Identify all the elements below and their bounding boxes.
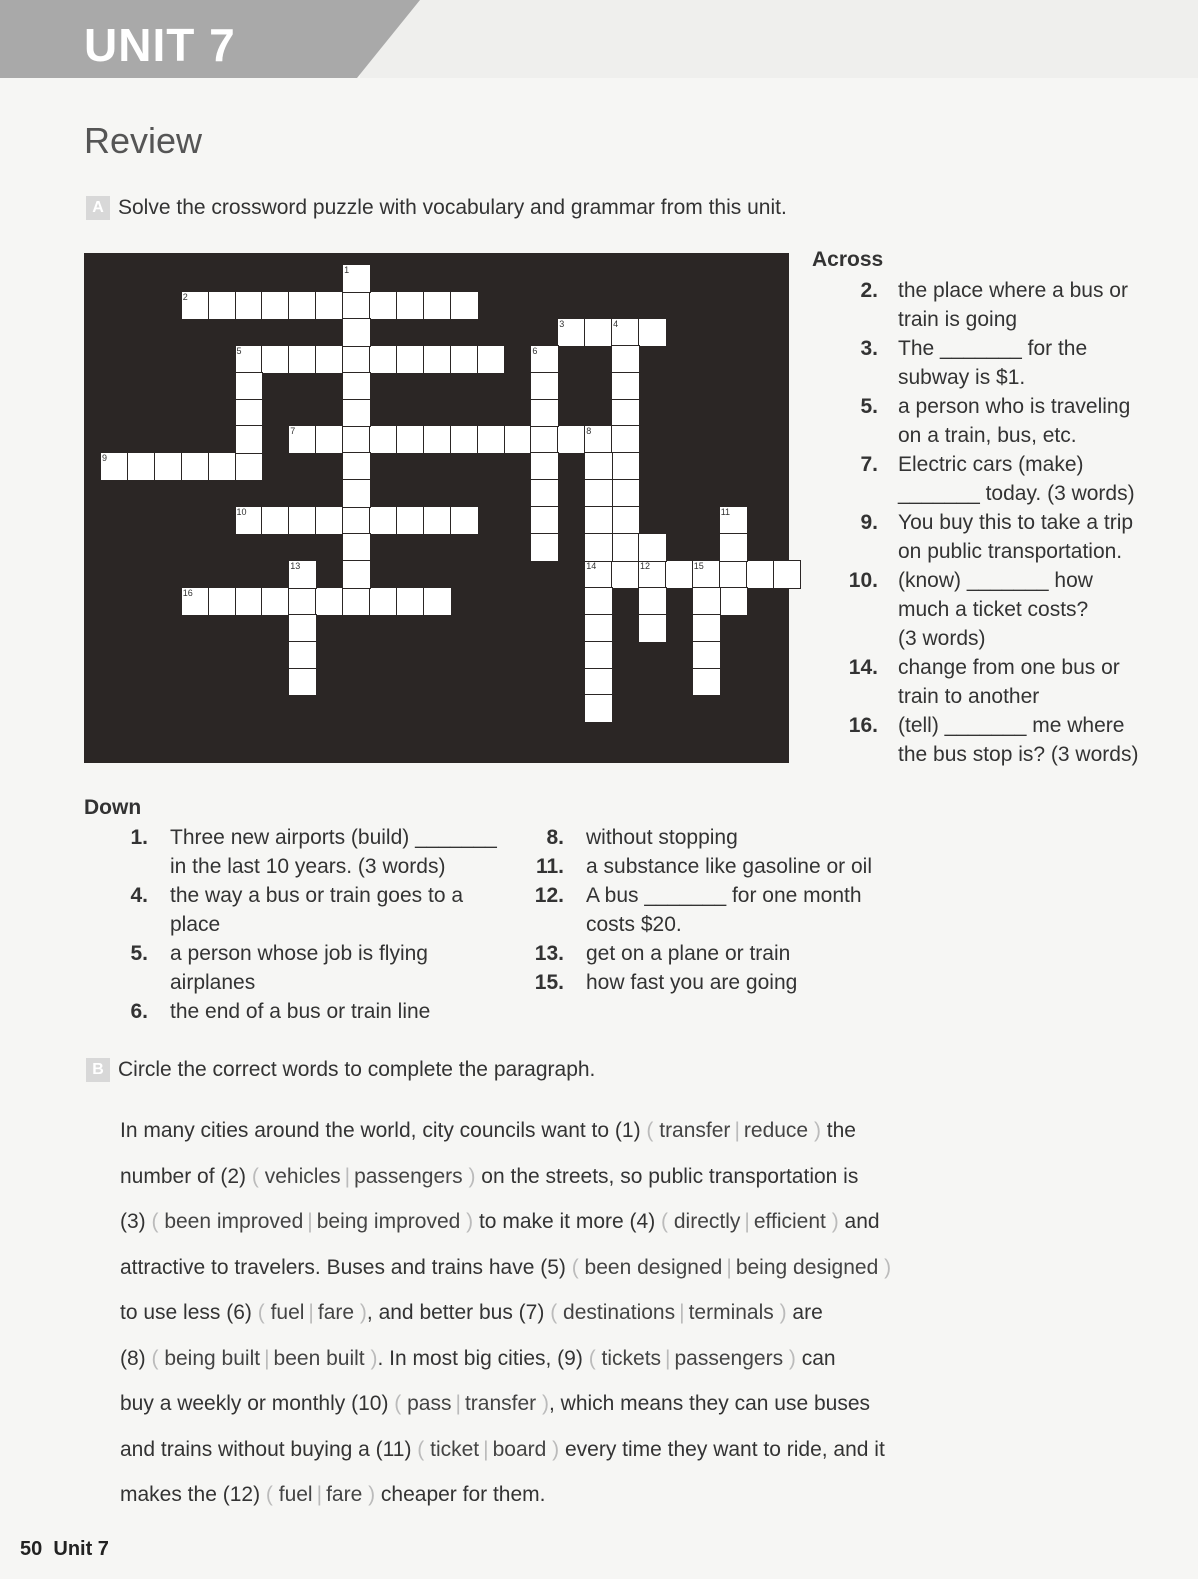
crossword-cell[interactable] xyxy=(209,453,236,480)
crossword-cell[interactable] xyxy=(316,426,343,453)
crossword-cell[interactable] xyxy=(558,319,585,346)
choice-option[interactable]: been built xyxy=(273,1346,365,1370)
clue-item xyxy=(112,997,532,1026)
crossword-cell[interactable] xyxy=(585,561,612,588)
clue-text: You buy this to take a trip on public transportation. xyxy=(898,511,1134,563)
crossword-cell[interactable] xyxy=(370,426,397,453)
crossword-cell[interactable] xyxy=(289,426,316,453)
choice-option[interactable]: passengers xyxy=(354,1164,463,1188)
paragraph-text: can xyxy=(795,1346,836,1370)
page-footer xyxy=(20,1538,109,1561)
crossword-cell[interactable] xyxy=(289,615,316,642)
crossword-cell[interactable] xyxy=(531,400,558,427)
paragraph-line xyxy=(120,1154,920,1200)
page-number: 50 xyxy=(20,1538,43,1560)
choice-option[interactable]: terminals xyxy=(688,1301,774,1324)
paragraph-text: cheaper for them. xyxy=(375,1483,546,1506)
clue-item xyxy=(840,276,1160,334)
crossword-cell[interactable] xyxy=(236,373,263,400)
down-clues-left xyxy=(112,823,532,1026)
paragraph-text: are xyxy=(786,1301,823,1324)
choice-option[interactable]: destinations xyxy=(563,1301,676,1324)
crossword-cell[interactable] xyxy=(693,561,720,588)
choice-option[interactable]: transfer xyxy=(659,1119,731,1142)
crossword-cell-number: 9 xyxy=(102,453,108,464)
crossword-cell[interactable] xyxy=(478,346,505,373)
paragraph-line xyxy=(120,1245,920,1291)
clue-text: a person whose job is flying airplanes xyxy=(170,942,428,994)
choice-option[interactable]: being built xyxy=(164,1346,261,1370)
clue-item xyxy=(520,852,940,881)
clue-text: A bus _______ for one month costs $20. xyxy=(586,884,862,936)
clue-number: 8. xyxy=(546,826,564,849)
crossword-cell[interactable] xyxy=(531,480,558,507)
crossword-cell[interactable] xyxy=(397,588,424,615)
crossword-cell[interactable] xyxy=(289,346,316,373)
crossword-cell[interactable] xyxy=(316,507,343,534)
choice-close-paren: ) xyxy=(783,1346,796,1370)
choice-close-paren: ) xyxy=(462,1164,476,1188)
choice-close-paren: ) xyxy=(825,1210,839,1233)
crossword-cell[interactable] xyxy=(451,426,478,453)
crossword-cell[interactable] xyxy=(343,453,370,480)
choice-option[interactable]: been improved xyxy=(164,1210,304,1233)
choice-close-paren: ) xyxy=(536,1392,549,1415)
paragraph-text: number of (2) xyxy=(120,1164,252,1188)
clue-number: 2. xyxy=(860,279,878,302)
choice-option[interactable]: board xyxy=(492,1437,547,1461)
choice-divider: | xyxy=(726,1255,732,1279)
crossword-cell[interactable] xyxy=(289,561,316,588)
choice-divider: | xyxy=(264,1346,270,1370)
crossword-cell[interactable] xyxy=(289,292,316,319)
crossword-cell[interactable] xyxy=(236,453,263,480)
paragraph-text: , which means they can use buses xyxy=(548,1392,870,1415)
crossword-cell[interactable] xyxy=(316,292,343,319)
crossword-cell[interactable] xyxy=(289,507,316,534)
crossword-cell[interactable] xyxy=(451,346,478,373)
crossword-cell[interactable] xyxy=(397,426,424,453)
crossword-cell[interactable] xyxy=(585,480,612,507)
crossword-cell-number: 15 xyxy=(693,560,704,571)
crossword-cell[interactable] xyxy=(343,265,370,292)
crossword-cell[interactable] xyxy=(289,642,316,669)
exercise-a-instruction xyxy=(86,196,787,220)
crossword-cell[interactable] xyxy=(693,669,720,696)
crossword-cell[interactable] xyxy=(236,292,263,319)
choice-divider: | xyxy=(744,1210,750,1233)
choice-open-paren: ( xyxy=(151,1346,165,1370)
crossword-cell[interactable] xyxy=(585,695,612,722)
clue-item xyxy=(520,939,940,968)
choice-divider: | xyxy=(734,1119,740,1142)
choice-option[interactable]: been designed xyxy=(584,1255,723,1279)
exercise-b-paragraph xyxy=(120,1108,920,1518)
paragraph-text: to make it more (4) xyxy=(473,1210,662,1233)
crossword-cell[interactable] xyxy=(693,642,720,669)
choice-divider: | xyxy=(308,1301,314,1324)
crossword-cell[interactable] xyxy=(343,292,370,319)
choice-option[interactable]: being designed xyxy=(735,1255,879,1279)
crossword-cell[interactable] xyxy=(451,292,478,319)
clue-item xyxy=(840,653,1160,711)
choice-open-paren: ( xyxy=(265,1483,279,1506)
clue-item xyxy=(840,566,1160,653)
paragraph-line xyxy=(120,1336,920,1382)
paragraph-text: . In most big cities, (9) xyxy=(377,1346,589,1370)
crossword-cell[interactable] xyxy=(316,588,343,615)
choice-close-paren: ) xyxy=(878,1255,892,1279)
crossword-cell[interactable] xyxy=(424,588,451,615)
choice-option[interactable]: vehicles xyxy=(264,1164,341,1188)
crossword-cell[interactable] xyxy=(639,319,666,346)
choice-close-paren: ) xyxy=(546,1437,560,1461)
choice-open-paren: ( xyxy=(257,1301,271,1324)
clue-item xyxy=(840,334,1160,392)
crossword-cell[interactable] xyxy=(397,507,424,534)
crossword-cell[interactable] xyxy=(343,426,370,453)
crossword-cell[interactable] xyxy=(693,615,720,642)
crossword-cell[interactable] xyxy=(343,319,370,346)
choice-close-paren: ) xyxy=(460,1210,474,1233)
crossword-cell[interactable] xyxy=(262,346,289,373)
choice-option[interactable]: tickets xyxy=(601,1346,662,1370)
crossword-cell[interactable] xyxy=(720,588,747,615)
crossword-cell[interactable] xyxy=(639,561,666,588)
choice-option[interactable]: ticket xyxy=(430,1437,480,1461)
clue-number: 15. xyxy=(534,971,564,994)
clue-number: 6. xyxy=(130,1000,148,1023)
crossword-cell[interactable] xyxy=(531,534,558,561)
clue-item xyxy=(840,711,1160,769)
clue-text: the end of a bus or train line xyxy=(170,1000,431,1023)
paragraph-text: In many cities around the world, city councils want to (1) xyxy=(120,1119,647,1142)
crossword-cell[interactable] xyxy=(343,480,370,507)
crossword-cell[interactable] xyxy=(612,346,639,373)
choice-divider: | xyxy=(307,1210,313,1233)
crossword-cell[interactable] xyxy=(182,588,209,615)
paragraph-text: buy a weekly or monthly (10) xyxy=(120,1392,395,1415)
crossword-cell-number: 12 xyxy=(640,560,651,571)
crossword-cell[interactable] xyxy=(343,373,370,400)
choice-divider: | xyxy=(316,1483,323,1506)
clue-number: 11. xyxy=(535,855,564,878)
choice-option[interactable]: pass xyxy=(407,1392,452,1415)
crossword-cell[interactable] xyxy=(128,453,155,480)
choice-open-paren: ( xyxy=(151,1210,165,1233)
choice-open-paren: ( xyxy=(661,1210,674,1233)
choice-close-paren: ) xyxy=(773,1301,787,1324)
paragraph-text: (3) xyxy=(120,1210,152,1233)
paragraph-text: to use less (6) xyxy=(120,1301,258,1324)
paragraph-text: (8) xyxy=(120,1346,152,1370)
choice-open-paren: ( xyxy=(550,1301,564,1324)
crossword-cell[interactable] xyxy=(585,615,612,642)
clue-text: The _______ for the subway is $1. xyxy=(898,337,1088,389)
paragraph-line xyxy=(120,1472,920,1518)
choice-option[interactable]: reduce xyxy=(743,1119,809,1142)
crossword-cell-number: 8 xyxy=(586,426,592,437)
crossword-cell[interactable] xyxy=(451,507,478,534)
choice-divider: | xyxy=(665,1346,671,1370)
crossword-cell-number: 16 xyxy=(182,587,193,598)
paragraph-text: , and better bus (7) xyxy=(366,1301,551,1324)
crossword-cell[interactable] xyxy=(720,561,747,588)
choice-open-paren: ( xyxy=(394,1392,408,1415)
footer-unit-label: Unit 7 xyxy=(53,1538,109,1560)
clue-text: the way a bus or train goes to a place xyxy=(170,884,464,936)
paragraph-text: and xyxy=(838,1210,880,1233)
crossword-cell[interactable] xyxy=(209,588,236,615)
crossword-cell-number: 6 xyxy=(532,345,538,356)
clue-text: (tell) _______ me where the bus stop is? (3 words) xyxy=(898,714,1139,766)
crossword-cell[interactable] xyxy=(612,534,639,561)
choice-option[interactable]: fare xyxy=(317,1301,355,1324)
paragraph-line xyxy=(120,1381,920,1427)
across-heading: Across xyxy=(812,248,884,271)
clue-text: the place where a bus or train is going xyxy=(898,279,1128,331)
choice-close-paren: ) xyxy=(808,1119,821,1142)
crossword-cell[interactable] xyxy=(531,453,558,480)
clue-number: 1. xyxy=(130,826,148,849)
choice-option[interactable]: being improved xyxy=(316,1210,461,1233)
crossword-cell[interactable] xyxy=(343,346,370,373)
crossword-cell[interactable] xyxy=(639,588,666,615)
page-title: Review xyxy=(84,120,203,161)
unit-title: UNIT 7 xyxy=(84,19,236,71)
crossword-cell[interactable] xyxy=(612,319,639,346)
choice-divider: | xyxy=(344,1164,351,1188)
choice-open-paren: ( xyxy=(646,1119,660,1142)
clue-item xyxy=(520,823,940,852)
clue-item xyxy=(520,881,940,939)
choice-divider: | xyxy=(679,1301,685,1324)
clue-text: change from one bus or train to another xyxy=(898,656,1120,708)
paragraph-line xyxy=(120,1108,920,1154)
choice-close-paren: ) xyxy=(364,1346,378,1370)
crossword-cell[interactable] xyxy=(531,373,558,400)
crossword-cell[interactable] xyxy=(370,588,397,615)
down-clues-right xyxy=(520,823,940,997)
clue-item xyxy=(112,881,532,939)
exercise-b-instruction xyxy=(86,1058,595,1082)
crossword-cell[interactable] xyxy=(639,615,666,642)
crossword-cell[interactable] xyxy=(182,453,209,480)
choice-open-paren: ( xyxy=(571,1255,585,1279)
crossword-cell[interactable] xyxy=(316,346,343,373)
crossword-cell[interactable] xyxy=(343,561,370,588)
crossword-cell[interactable] xyxy=(612,480,639,507)
crossword-cell[interactable] xyxy=(236,507,263,534)
crossword-cell[interactable] xyxy=(585,534,612,561)
paragraph-line xyxy=(120,1427,920,1473)
exercise-a-badge: A xyxy=(86,196,110,220)
crossword-cell[interactable] xyxy=(693,588,720,615)
crossword-cell[interactable] xyxy=(531,426,558,453)
crossword-cell[interactable] xyxy=(236,346,263,373)
paragraph-text: attractive to travelers. Buses and trains have (5) xyxy=(120,1255,572,1279)
choice-option[interactable]: passengers xyxy=(674,1346,784,1370)
clue-item xyxy=(840,508,1160,566)
clue-number: 5. xyxy=(130,942,148,965)
exercise-b-instruction-text: Circle the correct words to complete the paragraph. xyxy=(118,1058,596,1081)
crossword-cell[interactable] xyxy=(774,561,801,588)
paragraph-line xyxy=(120,1290,920,1336)
crossword-cell[interactable] xyxy=(343,534,370,561)
clue-text: how fast you are going xyxy=(586,971,798,994)
clue-number: 12. xyxy=(534,884,564,907)
clue-number: 3. xyxy=(860,337,878,360)
crossword-cell[interactable] xyxy=(612,426,639,453)
choice-open-paren: ( xyxy=(251,1164,265,1188)
crossword-cell[interactable] xyxy=(209,292,236,319)
crossword-cell[interactable] xyxy=(612,453,639,480)
crossword-cell[interactable] xyxy=(666,561,693,588)
crossword-cell[interactable] xyxy=(343,507,370,534)
crossword-cell[interactable] xyxy=(720,507,747,534)
crossword-cell[interactable] xyxy=(424,507,451,534)
clue-number: 13. xyxy=(534,942,564,965)
crossword-cell-number: 11 xyxy=(720,507,731,518)
crossword-cell[interactable] xyxy=(262,507,289,534)
clue-number: 14. xyxy=(848,656,878,679)
crossword-cell[interactable] xyxy=(155,453,182,480)
crossword-cell[interactable] xyxy=(236,588,263,615)
clue-number: 4. xyxy=(130,884,148,907)
clue-number: 5. xyxy=(860,395,878,418)
paragraph-text: the xyxy=(820,1119,856,1142)
crossword-cell[interactable] xyxy=(397,292,424,319)
crossword-cell[interactable] xyxy=(558,426,585,453)
choice-close-paren: ) xyxy=(354,1301,367,1324)
crossword-cell-number: 13 xyxy=(290,560,301,571)
crossword-cell-number: 10 xyxy=(236,507,247,518)
crossword-cell-number: 1 xyxy=(344,265,350,275)
crossword-cell[interactable] xyxy=(585,669,612,696)
crossword-cell[interactable] xyxy=(612,373,639,400)
crossword-cell[interactable] xyxy=(720,534,747,561)
crossword-cell-number: 2 xyxy=(182,291,188,302)
clue-text: a substance like gasoline or oil xyxy=(586,855,873,878)
paragraph-text: and trains without buying a (11) xyxy=(120,1437,418,1461)
crossword-cell[interactable] xyxy=(262,292,289,319)
clue-number: 7. xyxy=(860,453,878,476)
choice-option[interactable]: fuel xyxy=(270,1301,305,1324)
choice-option[interactable]: directly xyxy=(673,1210,741,1233)
crossword-cell[interactable] xyxy=(262,588,289,615)
crossword-cell[interactable] xyxy=(612,400,639,427)
choice-option[interactable]: efficient xyxy=(753,1210,826,1233)
choice-divider: | xyxy=(483,1437,489,1461)
paragraph-text: makes the (12) xyxy=(120,1483,266,1506)
exercise-b-badge: B xyxy=(86,1058,110,1082)
crossword-cell[interactable] xyxy=(101,453,128,480)
crossword-cell[interactable] xyxy=(236,400,263,427)
crossword-cell[interactable] xyxy=(585,453,612,480)
paragraph-line xyxy=(120,1199,920,1245)
crossword-cell[interactable] xyxy=(370,292,397,319)
choice-divider: | xyxy=(455,1392,461,1415)
clue-text: Electric cars (make) _______ today. (3 words) xyxy=(898,453,1135,505)
crossword-cell[interactable] xyxy=(289,669,316,696)
crossword-cell[interactable] xyxy=(612,507,639,534)
crossword-cell[interactable] xyxy=(585,642,612,669)
crossword-cell[interactable] xyxy=(289,588,316,615)
crossword-cell[interactable] xyxy=(585,588,612,615)
exercise-a-instruction-text: Solve the crossword puzzle with vocabulary and grammar from this unit. xyxy=(118,196,787,219)
choice-close-paren: ) xyxy=(362,1483,376,1506)
crossword-cell[interactable] xyxy=(505,426,532,453)
clue-text: a person who is traveling on a train, bus, etc. xyxy=(898,395,1131,447)
header-band xyxy=(360,0,1198,78)
crossword-cell[interactable] xyxy=(585,426,612,453)
crossword-grid xyxy=(84,253,789,763)
crossword-cell[interactable] xyxy=(343,400,370,427)
crossword-cell-number: 7 xyxy=(290,426,296,437)
clue-number: 10. xyxy=(848,569,878,592)
crossword-cell-number: 3 xyxy=(559,318,565,329)
crossword-cell[interactable] xyxy=(343,588,370,615)
crossword-cell[interactable] xyxy=(612,561,639,588)
crossword-cell[interactable] xyxy=(370,346,397,373)
crossword-cell[interactable] xyxy=(478,426,505,453)
crossword-cell-number: 5 xyxy=(236,345,242,356)
crossword-cell[interactable] xyxy=(531,507,558,534)
crossword-cell[interactable] xyxy=(531,346,558,373)
crossword-cell[interactable] xyxy=(370,507,397,534)
choice-option[interactable]: fare xyxy=(326,1483,363,1506)
clue-text: get on a plane or train xyxy=(586,942,791,965)
clue-number: 9. xyxy=(860,511,878,534)
crossword-cell[interactable] xyxy=(397,346,424,373)
crossword-cell[interactable] xyxy=(424,426,451,453)
choice-open-paren: ( xyxy=(588,1346,602,1370)
clue-item xyxy=(840,450,1160,508)
crossword-cell[interactable] xyxy=(236,426,263,453)
crossword-cell[interactable] xyxy=(747,561,774,588)
choice-option[interactable]: fuel xyxy=(278,1483,313,1506)
crossword-cell[interactable] xyxy=(639,534,666,561)
crossword-cell-number: 14 xyxy=(586,560,597,571)
clue-text: Three new airports (build) _______ in the last 10 years. (3 words) xyxy=(170,826,497,878)
crossword-cell-number: 4 xyxy=(613,318,619,329)
down-heading: Down xyxy=(84,796,142,819)
crossword-cell[interactable] xyxy=(585,319,612,346)
crossword-cell[interactable] xyxy=(182,292,209,319)
clue-item xyxy=(112,939,532,997)
paragraph-text: on the streets, so public transportation is xyxy=(475,1164,859,1188)
clue-item xyxy=(112,823,532,881)
choice-open-paren: ( xyxy=(417,1437,431,1461)
clue-item xyxy=(520,968,940,997)
paragraph-text: every time they want to ride, and it xyxy=(559,1437,885,1461)
across-clues xyxy=(840,276,1160,769)
crossword-cell[interactable] xyxy=(424,346,451,373)
clue-text: (know) _______ how much a ticket costs? (3 words) xyxy=(898,569,1093,650)
crossword-cell[interactable] xyxy=(585,507,612,534)
clue-number: 16. xyxy=(848,714,878,737)
choice-option[interactable]: transfer xyxy=(464,1392,537,1415)
clue-text: without stopping xyxy=(586,826,738,849)
crossword-cell[interactable] xyxy=(424,292,451,319)
clue-item xyxy=(840,392,1160,450)
